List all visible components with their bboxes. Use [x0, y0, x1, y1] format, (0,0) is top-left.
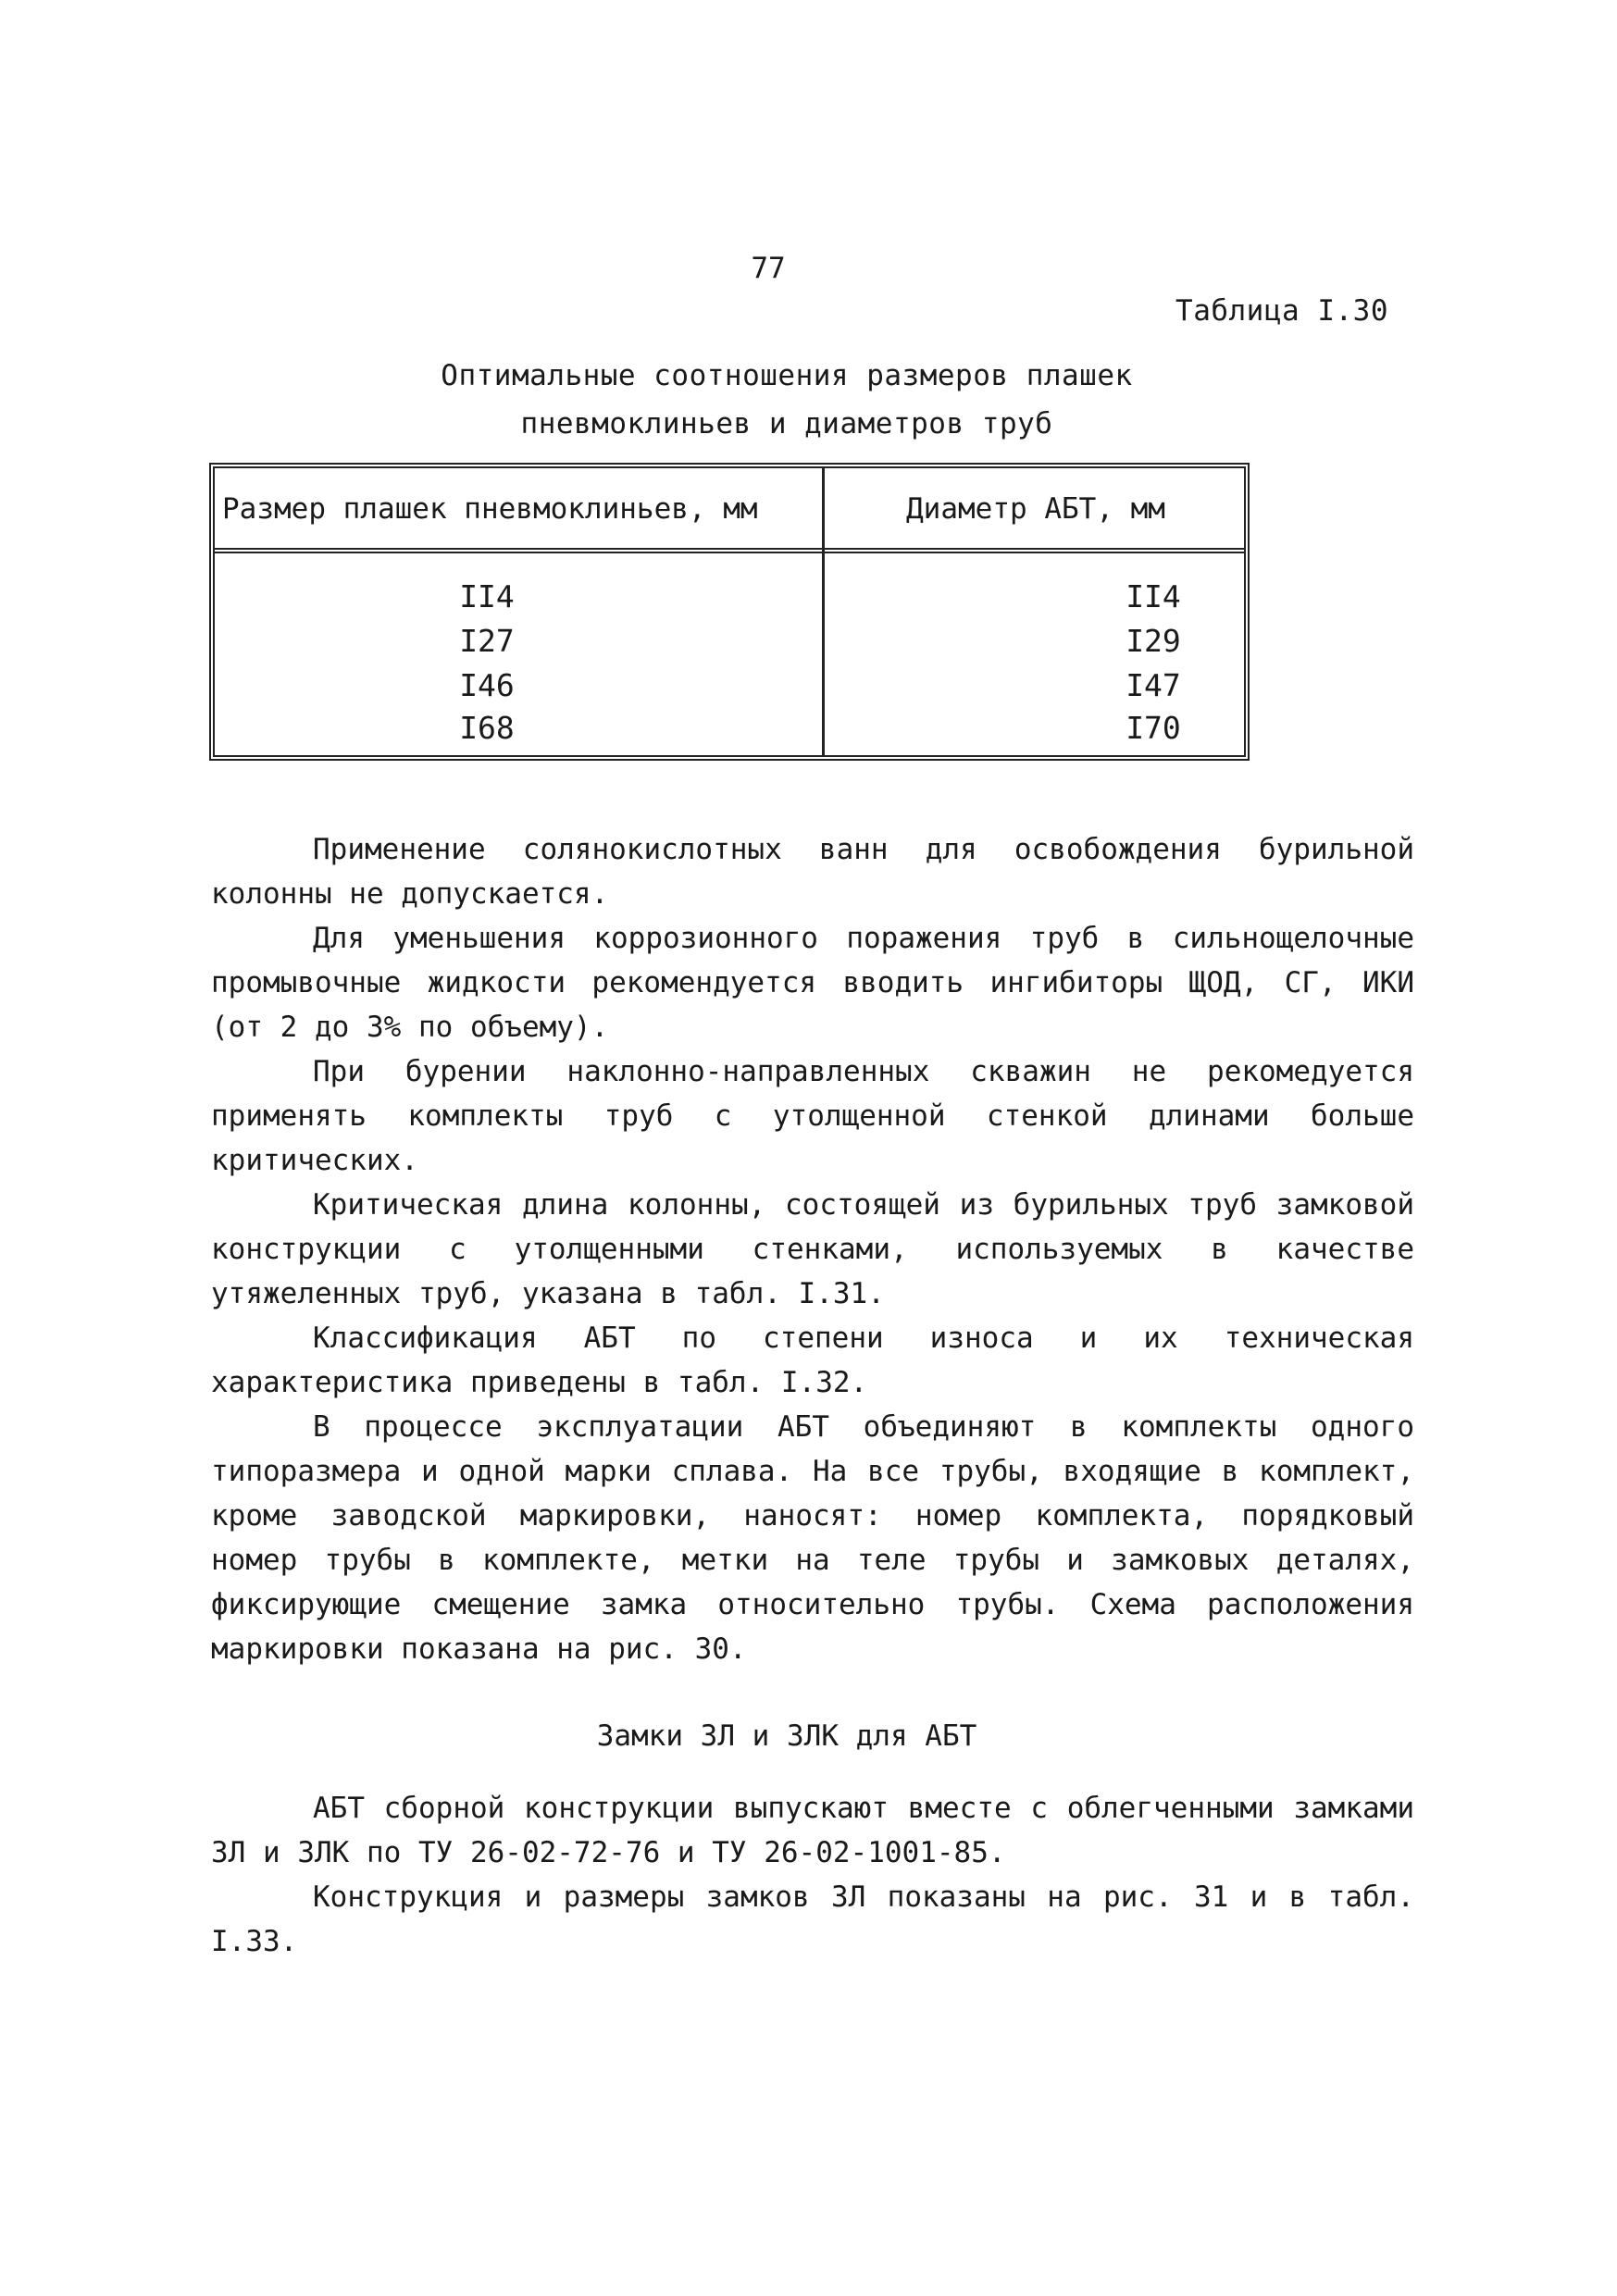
- table-cell: I29: [1126, 623, 1181, 659]
- table-title: [278, 352, 1296, 448]
- table-header-size: Размер плашек пневмоклиньев, мм: [222, 492, 758, 526]
- paragraph: При бурении наклонно-направленных скважин не рекомедуется применять комплекты труб с утолщенной стенкой длинами больше критических.: [211, 1055, 1414, 1177]
- table-cell: I70: [1126, 710, 1181, 746]
- table-cell: I46: [459, 667, 515, 703]
- table-cell: I47: [1126, 667, 1181, 703]
- table-cell: II4: [1126, 578, 1181, 614]
- paragraph: Для уменьшения коррозионного поражения труб в сильнощелочные промывочные жидкости рекомендуется вводить ингибиторы ЩОД, СГ, ИКИ (от 2 до 3% по объему).: [211, 922, 1414, 1044]
- paragraph: Критическая длина колонны, состоящей из бурильных труб замковой конструкции с утолщенными стенками, используемых в качестве утяжеленных труб, указана в табл. I.31.: [211, 1188, 1414, 1310]
- table-header-divider: [215, 548, 1244, 553]
- data-table: [209, 463, 1250, 761]
- body-text: [211, 827, 1414, 1671]
- paragraph: В процессе эксплуатации АБТ объединяют в комплекты одного типоразмера и одной марки сплава. На все трубы, входящие в комплект, кроме заводской маркировки, наносят: номер комплекта, порядковый номер трубы в комплекте, метки на теле трубы и замковых деталях, фиксирующие смещение замка относительно трубы. Схема расположения маркировки показана на рис. 30.: [211, 1410, 1414, 1666]
- table-cell: I27: [459, 623, 515, 659]
- section-heading: Замки ЗЛ и ЗЛК для АБТ: [596, 1719, 977, 1753]
- page-number: 77: [751, 252, 786, 285]
- table-label: Таблица I.30: [1175, 294, 1388, 328]
- table-title-line: Оптимальные соотношения размеров плашек: [441, 359, 1133, 392]
- table-title-line: пневмоклиньев и диаметров труб: [520, 407, 1053, 441]
- table-cell: I68: [459, 710, 515, 746]
- body-text-2: [211, 1786, 1414, 1964]
- table-header-diameter: Диаметр АБТ, мм: [906, 492, 1165, 526]
- paragraph: Классификация АБТ по степени износа и их техническая характеристика приведены в табл. I.32.: [211, 1322, 1414, 1399]
- paragraph: АБТ сборной конструкции выпускают вместе с облегченными замками ЗЛ и ЗЛК по ТУ 26-02-72-76 и ТУ 26-02-1001-85.: [211, 1792, 1414, 1869]
- table-cell: II4: [459, 578, 515, 614]
- paragraph: Применение солянокислотных ванн для освобождения бурильной колонны не допускается.: [211, 833, 1414, 911]
- paragraph: Конструкция и размеры замков ЗЛ показаны на рис. 31 и в табл. I.33.: [211, 1880, 1414, 1958]
